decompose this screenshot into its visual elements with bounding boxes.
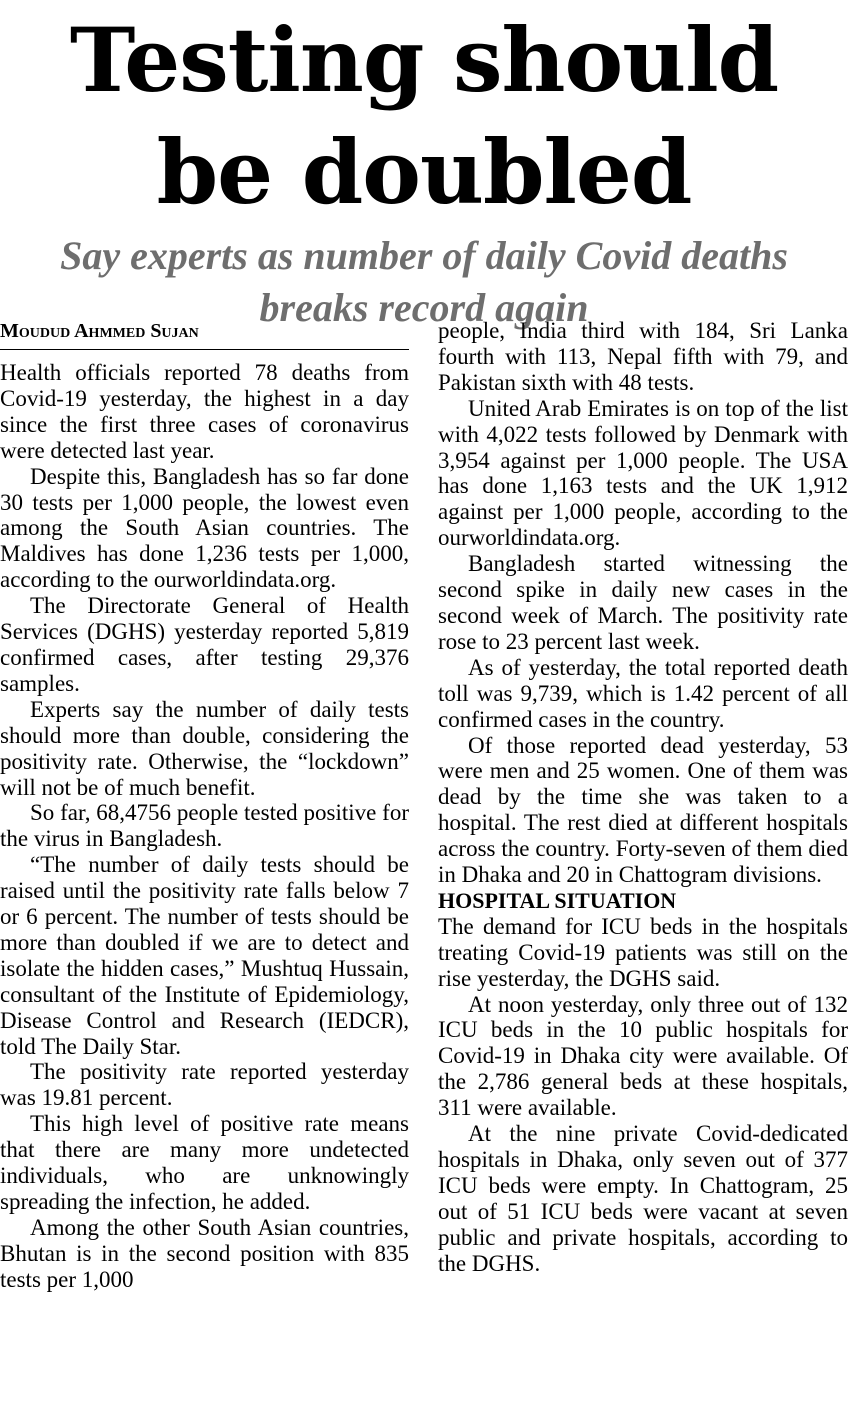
paragraph: At noon yesterday, only three out of 132 ICU beds in the 10 public hospitals for Covid-19 in Dhaka city were available. Of the 2,786 general beds at these hospitals, 311 were available. — [438, 991, 848, 1121]
left-column — [0, 318, 409, 1404]
paragraph: Bangladesh started witnessing the second spike in daily new cases in the second week of March. The positivity rate rose to 23 percent last week. — [438, 551, 848, 654]
headline-line-2: be doubled — [156, 120, 692, 224]
right-column — [438, 318, 848, 1404]
paragraph: The demand for ICU beds in the hospitals treating Covid-19 patients was still on the rise yesterday, the DGHS said. — [438, 913, 848, 991]
paragraph: Despite this, Bangladesh has so far done 30 tests per 1,000 people, the lowest even among the South Asian countries. The Maldives has done 1,236 tests per 1,000, according to the ourworldindata.org. — [0, 463, 409, 593]
paragraph: At the nine private Covid-dedicated hospitals in Dhaka, only seven out of 377 ICU beds were empty. In Chattogram, 25 out of 51 ICU beds were vacant at seven public and private hospitals, according to the DGHS. — [438, 1121, 848, 1276]
paragraph: Of those reported dead yesterday, 53 were men and 25 women. One of them was dead by the time she was taken to a hospital. The rest died at different hospitals across the country. Forty-seven of them died in Dhaka and 20 in Chattogram divisions. — [438, 732, 848, 888]
subheadline-line-2: breaks record again — [259, 285, 589, 330]
paragraph: United Arab Emirates is on top of the list with 4,022 tests followed by Denmark with 3,954 against per 1,000 people. The USA has done 1,163 tests and the UK 1,912 against per 1,000 people, according to the ourworldindata.org. — [438, 395, 848, 551]
paragraph: Among the other South Asian countries, Bhutan is in the second position with 835 tests per 1,000 — [0, 1214, 409, 1292]
section-heading: HOSPITAL SITUATION — [438, 887, 677, 913]
paragraph: This high level of positive rate means that there are many more undetected individuals, who are unknowingly spreading the infection, he added. — [0, 1111, 409, 1214]
headline-line-1: Testing should — [69, 8, 779, 112]
paragraph: The Directorate General of Health Services (DGHS) yesterday reported 5,819 confirmed cases, after testing 29,376 samples. — [0, 593, 409, 696]
subheadline-line-1: Say experts as number of daily Covid deaths — [60, 233, 788, 278]
byline: Moudud Ahmmed Sujan — [0, 318, 409, 350]
paragraph: The positivity rate reported yesterday was 19.81 percent. — [0, 1059, 409, 1111]
article-body — [0, 318, 848, 1404]
paragraph: Experts say the number of daily tests should more than double, considering the positivity rate. Otherwise, the “lockdown” will not be of much benefit. — [0, 696, 409, 800]
article — [0, 4, 848, 1292]
headline — [0, 4, 848, 228]
paragraph: people, India third with 184, Sri Lanka fourth with 113, Nepal fifth with 79, and Pakistan sixth with 48 tests. — [438, 318, 848, 395]
paragraph: As of yesterday, the total reported death toll was 9,739, which is 1.42 percent of all confirmed cases in the country. — [438, 654, 848, 732]
paragraph: “The number of daily tests should be raised until the positivity rate falls below 7 or 6 percent. The number of tests should be more than doubled if we are to detect and isolate the hidden cases,” Mushtuq Hussain, consultant of the Institute of Epidemiology, Disease Control and Research (IEDCR), told The Daily Star. — [0, 852, 409, 1059]
paragraph: So far, 68,4756 people tested positive for the virus in Bangladesh. — [0, 800, 409, 852]
paragraph: Health officials reported 78 deaths from Covid-19 yesterday, the highest in a day since the first three cases of coronavirus were detected last year. — [0, 360, 409, 463]
